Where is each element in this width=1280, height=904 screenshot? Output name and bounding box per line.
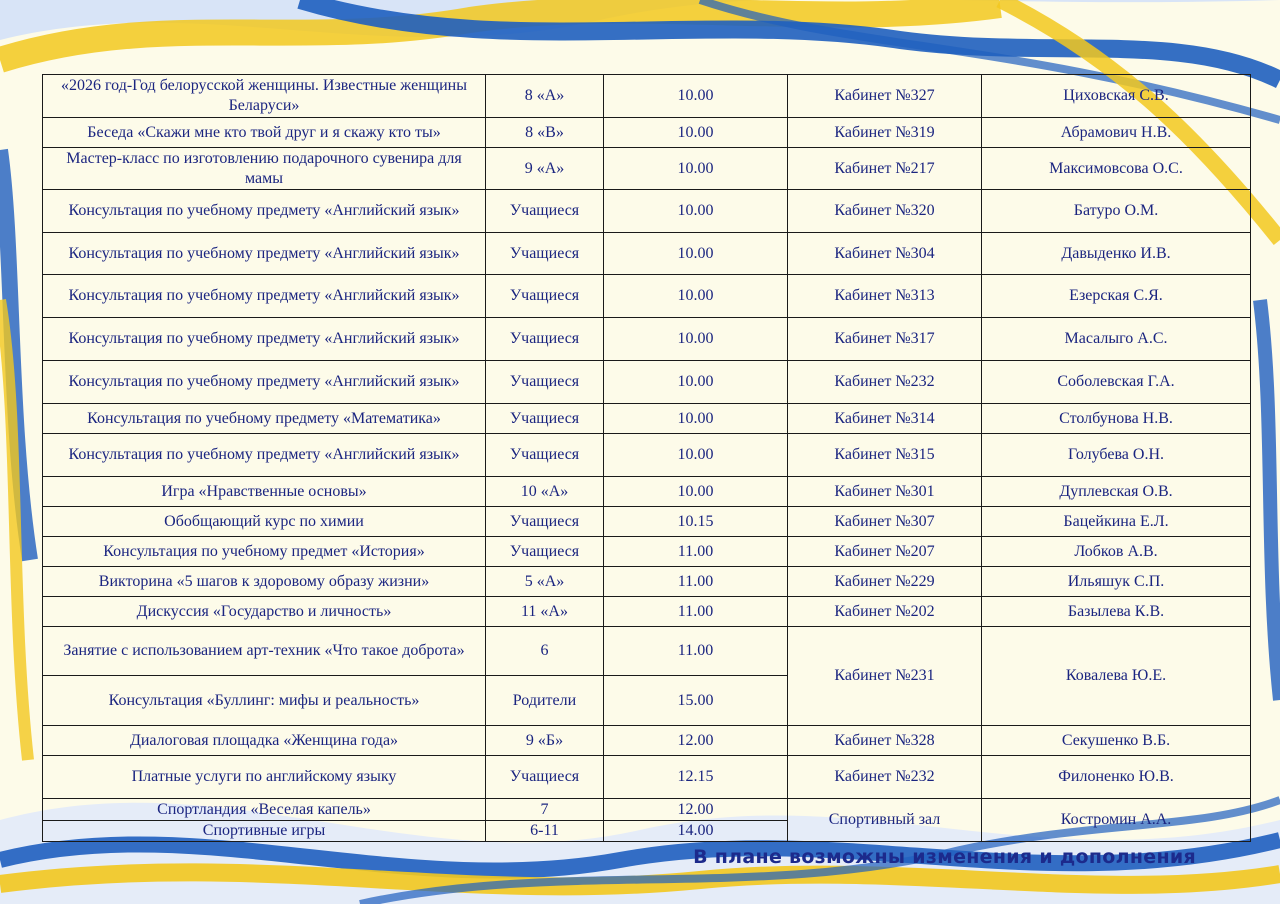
table-row	[43, 597, 1251, 627]
table-row	[43, 404, 1251, 434]
person-cell: Давыденко И.В.	[982, 233, 1251, 275]
time-cell: 10.00	[604, 404, 788, 434]
room-cell: Кабинет №328	[788, 726, 982, 756]
audience-cell: 5 «А»	[486, 567, 604, 597]
room-cell: Кабинет №327	[788, 75, 982, 118]
person-cell: Лобков А.В.	[982, 537, 1251, 567]
room-cell: Кабинет №317	[788, 318, 982, 361]
room-cell: Кабинет №320	[788, 190, 982, 233]
event-cell: Консультация по учебному предмету «Английский язык»	[43, 434, 486, 477]
audience-cell: Учащиеся	[486, 318, 604, 361]
table-row	[43, 118, 1251, 148]
audience-cell: Учащиеся	[486, 756, 604, 799]
table-row	[43, 275, 1251, 318]
time-cell: 12.00	[604, 726, 788, 756]
room-cell: Кабинет №314	[788, 404, 982, 434]
audience-cell: 10 «А»	[486, 477, 604, 507]
time-cell: 12.00	[604, 799, 788, 821]
time-cell: 11.00	[604, 567, 788, 597]
table-row	[43, 726, 1251, 756]
time-cell: 15.00	[604, 676, 788, 726]
time-cell: 10.00	[604, 434, 788, 477]
person-cell: Батуро О.М.	[982, 190, 1251, 233]
room-cell: Кабинет №301	[788, 477, 982, 507]
event-cell: Мастер-класс по изготовлению подарочного сувенира для мамы	[43, 148, 486, 190]
event-cell: Консультация по учебному предмету «Английский язык»	[43, 361, 486, 404]
time-cell: 10.00	[604, 190, 788, 233]
time-cell: 10.00	[604, 318, 788, 361]
table-row	[43, 799, 1251, 821]
time-cell: 10.00	[604, 361, 788, 404]
table-row	[43, 537, 1251, 567]
audience-cell: 9 «А»	[486, 148, 604, 190]
audience-cell: Учащиеся	[486, 537, 604, 567]
time-cell: 10.00	[604, 118, 788, 148]
time-cell: 10.00	[604, 233, 788, 275]
table-row	[43, 507, 1251, 537]
event-cell: Консультация по учебному предмету «Английский язык»	[43, 233, 486, 275]
time-cell: 10.00	[604, 75, 788, 118]
audience-cell: Учащиеся	[486, 434, 604, 477]
room-cell: Кабинет №207	[788, 537, 982, 567]
person-cell: Ильяшук С.П.	[982, 567, 1251, 597]
table-row	[43, 756, 1251, 799]
room-cell: Кабинет №232	[788, 756, 982, 799]
event-cell: Спортландия «Веселая капель»	[43, 799, 486, 821]
person-cell: Столбунова Н.В.	[982, 404, 1251, 434]
person-cell: Филоненко Ю.В.	[982, 756, 1251, 799]
person-cell: Соболевская Г.А.	[982, 361, 1251, 404]
audience-cell: Учащиеся	[486, 361, 604, 404]
event-cell: Игра «Нравственные основы»	[43, 477, 486, 507]
audience-cell: 6-11	[486, 821, 604, 842]
audience-cell: Учащиеся	[486, 275, 604, 318]
event-cell: Консультация «Буллинг: мифы и реальность»	[43, 676, 486, 726]
person-cell: Базылева К.В.	[982, 597, 1251, 627]
audience-cell: 9 «Б»	[486, 726, 604, 756]
time-cell: 10.00	[604, 148, 788, 190]
audience-cell: Учащиеся	[486, 233, 604, 275]
audience-cell: 6	[486, 627, 604, 676]
table-row	[43, 434, 1251, 477]
table-row	[43, 148, 1251, 190]
audience-cell: Родители	[486, 676, 604, 726]
event-cell: Консультация по учебному предмет «История»	[43, 537, 486, 567]
room-cell: Кабинет №307	[788, 507, 982, 537]
person-cell: Езерская С.Я.	[982, 275, 1251, 318]
person-cell: Циховская С.В.	[982, 75, 1251, 118]
person-cell: Масалыго А.С.	[982, 318, 1251, 361]
event-cell: Викторина «5 шагов к здоровому образу жизни»	[43, 567, 486, 597]
event-cell: Обобщающий курс по химии	[43, 507, 486, 537]
table-row	[43, 233, 1251, 275]
person-cell: Голубева О.Н.	[982, 434, 1251, 477]
event-cell: Дискуссия «Государство и личность»	[43, 597, 486, 627]
audience-cell: 7	[486, 799, 604, 821]
audience-cell: Учащиеся	[486, 190, 604, 233]
table-row	[43, 361, 1251, 404]
event-cell: Консультация по учебному предмету «Английский язык»	[43, 318, 486, 361]
time-cell: 10.00	[604, 275, 788, 318]
event-cell: Беседа «Скажи мне кто твой друг и я скажу кто ты»	[43, 118, 486, 148]
table-row	[43, 477, 1251, 507]
room-cell: Кабинет №231	[788, 627, 982, 726]
room-cell: Спортивный зал	[788, 799, 982, 842]
person-cell: Абрамович Н.В.	[982, 118, 1251, 148]
room-cell: Кабинет №229	[788, 567, 982, 597]
event-cell: Платные услуги по английскому языку	[43, 756, 486, 799]
person-cell: Дуплевская О.В.	[982, 477, 1251, 507]
room-cell: Кабинет №304	[788, 233, 982, 275]
table-row	[43, 627, 1251, 676]
audience-cell: 8 «А»	[486, 75, 604, 118]
time-cell: 12.15	[604, 756, 788, 799]
room-cell: Кабинет №217	[788, 148, 982, 190]
room-cell: Кабинет №232	[788, 361, 982, 404]
audience-cell: 11 «А»	[486, 597, 604, 627]
room-cell: Кабинет №315	[788, 434, 982, 477]
event-cell: «2026 год-Год белорусской женщины. Известные женщины Беларуси»	[43, 75, 486, 118]
audience-cell: 8 «В»	[486, 118, 604, 148]
event-cell: Консультация по учебному предмету «Математика»	[43, 404, 486, 434]
time-cell: 14.00	[604, 821, 788, 842]
person-cell: Секушенко В.Б.	[982, 726, 1251, 756]
table-row	[43, 567, 1251, 597]
schedule-table	[42, 74, 1251, 842]
person-cell: Бацейкина Е.Л.	[982, 507, 1251, 537]
time-cell: 11.00	[604, 627, 788, 676]
person-cell: Ковалева Ю.Е.	[982, 627, 1251, 726]
event-cell: Занятие с использованием арт-техник «Что такое доброта»	[43, 627, 486, 676]
room-cell: Кабинет №313	[788, 275, 982, 318]
table-row	[43, 318, 1251, 361]
person-cell: Максимовсова О.С.	[982, 148, 1251, 190]
time-cell: 11.00	[604, 537, 788, 567]
event-cell: Диалоговая площадка «Женщина года»	[43, 726, 486, 756]
room-cell: Кабинет №319	[788, 118, 982, 148]
audience-cell: Учащиеся	[486, 404, 604, 434]
room-cell: Кабинет №202	[788, 597, 982, 627]
audience-cell: Учащиеся	[486, 507, 604, 537]
time-cell: 11.00	[604, 597, 788, 627]
table-row	[43, 75, 1251, 118]
event-cell: Спортивные игры	[43, 821, 486, 842]
person-cell: Костромин А.А.	[982, 799, 1251, 842]
event-cell: Консультация по учебному предмету «Английский язык»	[43, 275, 486, 318]
time-cell: 10.15	[604, 507, 788, 537]
time-cell: 10.00	[604, 477, 788, 507]
event-cell: Консультация по учебному предмету «Английский язык»	[43, 190, 486, 233]
footer-note: В плане возможны изменения и дополнения	[693, 846, 1196, 868]
table-row	[43, 190, 1251, 233]
